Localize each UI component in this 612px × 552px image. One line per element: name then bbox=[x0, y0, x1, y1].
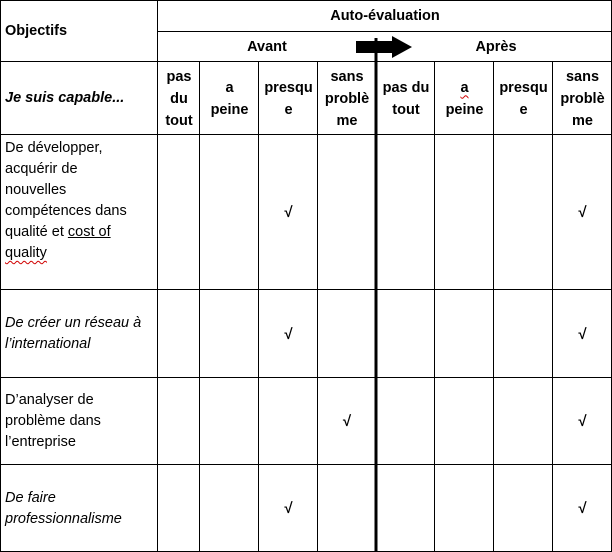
objective-text bbox=[5, 488, 122, 530]
objective-cell bbox=[0, 378, 158, 465]
apres-presque-header bbox=[494, 62, 553, 135]
objective-line: compétences dans bbox=[5, 203, 127, 219]
avant-presque-header bbox=[259, 62, 318, 135]
scale-label-line: peine bbox=[445, 101, 484, 118]
scale-label-line: problè bbox=[560, 90, 605, 107]
scale-label-line: e bbox=[519, 101, 528, 118]
avant-pas-du-tout-header bbox=[158, 62, 200, 135]
check-mark: √ bbox=[578, 413, 587, 430]
auto-evaluation-label: Auto-évaluation bbox=[330, 7, 440, 24]
scale-label-line: tout bbox=[392, 101, 420, 118]
objective-cell bbox=[0, 465, 158, 552]
check-mark: √ bbox=[342, 413, 352, 430]
avant-a-peine-header bbox=[200, 62, 259, 135]
check-mark: √ bbox=[284, 325, 293, 343]
scale-label-line: sans bbox=[565, 68, 600, 85]
objective-cell bbox=[0, 135, 158, 290]
scale-label-line: a bbox=[460, 79, 469, 96]
scale-label bbox=[446, 77, 484, 121]
scale-label-line: me bbox=[336, 112, 358, 129]
scale-label bbox=[383, 77, 430, 121]
objective-line: nouvelles bbox=[5, 182, 67, 198]
objective-line: De faire bbox=[5, 489, 56, 506]
avant-label: Avant bbox=[247, 38, 287, 55]
scale-label-line: pas du bbox=[382, 79, 430, 96]
apres-a-peine-header bbox=[435, 62, 494, 135]
scale-label-line: tout bbox=[165, 112, 193, 129]
objectifs-header bbox=[0, 0, 158, 62]
apres-sans-probleme-header bbox=[553, 62, 612, 135]
avant-sans-probleme-header bbox=[318, 62, 376, 135]
objective-line: De développer, bbox=[5, 140, 103, 156]
scale-label-line: a bbox=[225, 79, 234, 96]
objective-line: quality bbox=[5, 245, 47, 261]
check-mark: √ bbox=[284, 204, 293, 221]
scale-label-line: problè bbox=[324, 90, 370, 107]
objectifs-label: Objectifs bbox=[5, 22, 68, 39]
je-suis-capable-label: Je suis capable... bbox=[5, 90, 125, 106]
scale-label-line: presqu bbox=[264, 79, 313, 96]
objective-line: acquérir de bbox=[5, 161, 78, 177]
scale-label bbox=[325, 66, 369, 132]
scale-label bbox=[499, 77, 547, 121]
apres-label: Après bbox=[475, 38, 517, 55]
check-mark: √ bbox=[284, 500, 293, 517]
apres-header bbox=[412, 32, 580, 62]
objective-line: l’entreprise bbox=[5, 434, 76, 450]
objective-line: l’international bbox=[5, 336, 91, 352]
scale-label-line: peine bbox=[210, 101, 249, 118]
scale-label bbox=[560, 66, 604, 132]
objective-text bbox=[5, 313, 141, 355]
scale-label-line: du bbox=[170, 90, 188, 107]
scale-label-line: presqu bbox=[499, 79, 548, 96]
apres-pas-du-tout-header bbox=[377, 62, 435, 135]
je-suis-capable-header bbox=[0, 62, 158, 135]
scale-label bbox=[211, 77, 249, 121]
check-mark: √ bbox=[578, 204, 587, 221]
scale-label-line: e bbox=[284, 101, 293, 118]
avant-header bbox=[158, 32, 376, 62]
objective-line: professionnalisme bbox=[5, 510, 122, 527]
objective-line: De créer un réseau à bbox=[5, 315, 142, 331]
auto-evaluation-header bbox=[158, 0, 612, 32]
scale-label-line: sans bbox=[330, 68, 364, 85]
scale-label bbox=[165, 66, 192, 132]
scale-label-line: me bbox=[572, 112, 593, 129]
objective-line: problème dans bbox=[5, 413, 101, 429]
objective-text bbox=[5, 390, 101, 453]
objective-line: qualité et cost of bbox=[5, 224, 111, 240]
check-mark: √ bbox=[578, 325, 587, 343]
objective-line: D’analyser de bbox=[5, 392, 94, 408]
scale-label bbox=[264, 77, 312, 121]
objective-text bbox=[5, 138, 127, 264]
scale-label-line: pas bbox=[166, 68, 192, 85]
objective-cell bbox=[0, 290, 158, 378]
check-mark: √ bbox=[578, 500, 587, 517]
